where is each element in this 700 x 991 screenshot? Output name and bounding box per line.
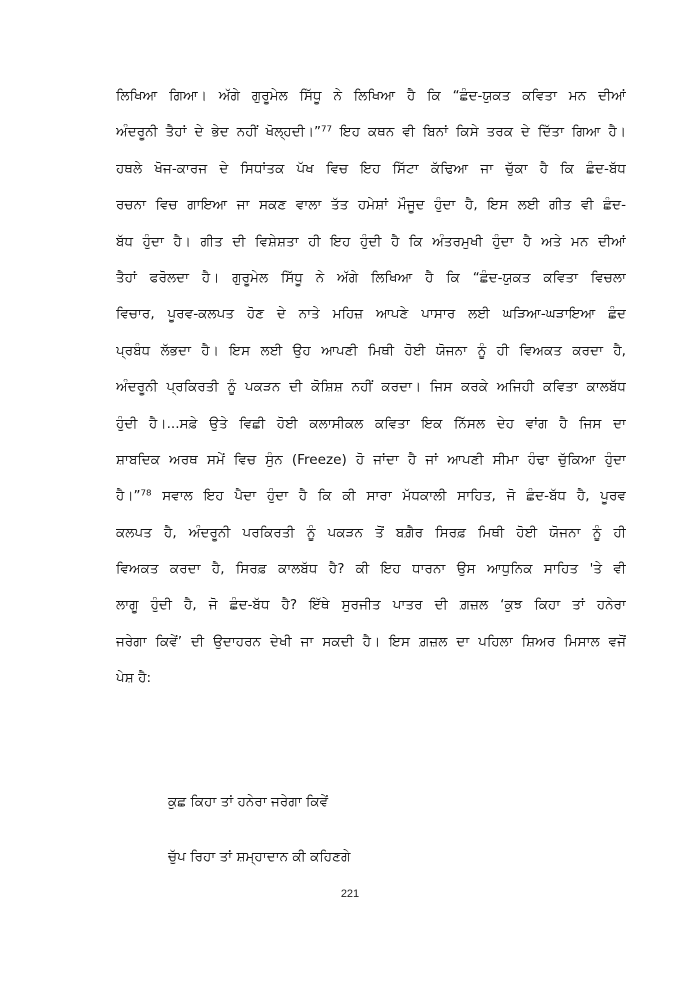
text-line: ਸ਼ਾਬਦਿਕ ਅਰਥ ਸਮੇਂ ਵਿਚ ਸੁੰਨ (Freeze) ਹੋ ਜਾਂਦਾ ਹੈ ਜਾਂ ਆਪਣੀ ਸੀਮਾ ਹੰਢਾ ਚੁੱਕਿਆ ਹੁੰਦਾ: [116, 451, 626, 468]
text-line: ਕਲਪਤ ਹੈ, ਅੰਦਰੂਨੀ ਪਰਕਿਰਤੀ ਨੂੰ ਪਕੜਨ ਤੋਂ ਬਗ਼ੈਰ ਸਿਰਫ਼ ਮਿਥੀ ਹੋਈ ਯੋਜਨਾ ਨੂੰ ਹੀ: [116, 524, 626, 541]
text-line: ਰਚਨਾ ਵਿਚ ਗਾਇਆ ਜਾ ਸਕਣ ਵਾਲਾ ਤੱਤ ਹਮੇਸ਼ਾਂ ਮੌਜੂਦ ਹੁੰਦਾ ਹੈ, ਇਸ ਲਈ ਗੀਤ ਵੀ ਛੰਦ-: [116, 197, 626, 214]
text-line: ਪੇਸ਼ ਹੈ:: [116, 670, 152, 687]
text-line: ਤੈਹਾਂ ਫਰੋਲਦਾ ਹੈ। ਗੁਰੂਮੇਲ ਸਿੱਧੂ ਨੇ ਅੱਗੇ ਲਿਖਿਆ ਹੈ ਕਿ “ਛੰਦ-ਯੁਕਤ ਕਵਿਤਾ ਵਿਚਲਾ: [116, 269, 626, 286]
text-line: ਵਿਚਾਰ, ਪੂਰਵ-ਕਲਪਤ ਹੋਣ ਦੇ ਨਾਤੇ ਮਹਿਜ਼ ਆਪਣੇ ਪਾਸਾਰ ਲਈ ਘੜਿਆ-ਘੜਾਇਆ ਛੰਦ: [116, 306, 626, 323]
text-line: ਜਰੇਗਾ ਕਿਵੇਂ’ ਦੀ ਉਦਾਹਰਨ ਦੇਖੀ ਜਾ ਸਕਦੀ ਹੈ। ਇਸ ਗ਼ਜ਼ਲ ਦਾ ਪਹਿਲਾ ਸ਼ਿਅਰ ਮਿਸਾਲ ਵਜੋਂ: [116, 633, 626, 650]
text-line: ਪ੍ਰਬੰਧ ਲੱਭਦਾ ਹੈ। ਇਸ ਲਈ ਉਹ ਆਪਣੀ ਮਿਥੀ ਹੋਈ ਯੋਜਨਾ ਨੂੰ ਹੀ ਵਿਅਕਤ ਕਰਦਾ ਹੈ,: [116, 342, 626, 359]
verse-line-1: ਕੁਛ ਕਿਹਾ ਤਾਂ ਹਨੇਰਾ ਜਰੇਗਾ ਕਿਵੇਂ: [168, 794, 329, 810]
text-line: ਹੁੰਦੀ ਹੈ।...ਸਫ਼ੇ ਉਤੇ ਵਿਛੀ ਹੋਈ ਕਲਾਸੀਕਲ ਕਵਿਤਾ ਇਕ ਨਿੱਸਲ ਦੇਹ ਵਾਂਗ ਹੈ ਜਿਸ ਦਾ: [116, 415, 626, 432]
text-line: ਬੱਧ ਹੁੰਦਾ ਹੈ। ਗੀਤ ਦੀ ਵਿਸ਼ੇਸ਼ਤਾ ਹੀ ਇਹ ਹੁੰਦੀ ਹੈ ਕਿ ਅੰਤਰਮੁਖੀ ਹੁੰਦਾ ਹੈ ਅਤੇ ਮਨ ਦੀਆਂ: [116, 233, 626, 250]
text-line: ਅੰਦਰੂਨੀ ਤੈਹਾਂ ਦੇ ਭੇਦ ਨਹੀਂ ਖੋਲ੍ਹਦੀ।”⁷⁷ ਇਹ ਕਥਨ ਵੀ ਬਿਨਾਂ ਕਿਸੇ ਤਰਕ ਦੇ ਦਿੱਤਾ ਗਿਆ ਹੈ।: [116, 124, 626, 141]
verse-line-2: ਚੁੱਪ ਰਿਹਾ ਤਾਂ ਸ਼ਮ੍ਹਾਦਾਨ ਕੀ ਕਹਿਣਗੇ: [168, 849, 351, 865]
text-line: ਲਾਗੂ ਹੁੰਦੀ ਹੈ, ਜੋ ਛੰਦ-ਬੱਧ ਹੈ? ਇੱਥੇ ਸੁਰਜੀਤ ਪਾਤਰ ਦੀ ਗ਼ਜ਼ਲ ‘ਕੁਝ ਕਿਹਾ ਤਾਂ ਹਨੇਰਾ: [116, 597, 626, 614]
text-line: ਹੈ।”⁷⁸ ਸਵਾਲ ਇਹ ਪੈਦਾ ਹੁੰਦਾ ਹੈ ਕਿ ਕੀ ਸਾਰਾ ਮੱਧਕਾਲੀ ਸਾਹਿਤ, ਜੋ ਛੰਦ-ਬੱਧ ਹੈ, ਪੂਰਵ: [116, 488, 626, 505]
text-line: ਹਥਲੇ ਖੋਜ-ਕਾਰਜ ਦੇ ਸਿਧਾਂਤਕ ਪੱਖ ਵਿਚ ਇਹ ਸਿੱਟਾ ਕੱਢਿਆ ਜਾ ਚੁੱਕਾ ਹੈ ਕਿ ਛੰਦ-ਬੱਧ: [116, 160, 626, 177]
text-line: ਲਿਖਿਆ ਗਿਆ। ਅੱਗੇ ਗੁਰੂਮੇਲ ਸਿੱਧੂ ਨੇ ਲਿਖਿਆ ਹੈ ਕਿ “ਛੰਦ-ਯੁਕਤ ਕਵਿਤਾ ਮਨ ਦੀਆਂ: [116, 88, 626, 104]
text-line: ਅੰਦਰੂਨੀ ਪ੍ਰਕਿਰਤੀ ਨੂੰ ਪਕੜਨ ਦੀ ਕੋਸ਼ਿਸ਼ ਨਹੀਂ ਕਰਦਾ। ਜਿਸ ਕਰਕੇ ਅਜਿਹੀ ਕਵਿਤਾ ਕਾਲਬੱਧ: [116, 379, 626, 396]
body-paragraph: [116, 78, 626, 697]
text-line: ਵਿਅਕਤ ਕਰਦਾ ਹੈ, ਸਿਰਫ਼ ਕਾਲਬੱਧ ਹੈ? ਕੀ ਇਹ ਧਾਰਨਾ ਉਸ ਆਧੁਨਿਕ ਸਾਹਿਤ 'ਤੇ ਵੀ: [116, 561, 626, 578]
page-number: 221: [340, 888, 360, 900]
